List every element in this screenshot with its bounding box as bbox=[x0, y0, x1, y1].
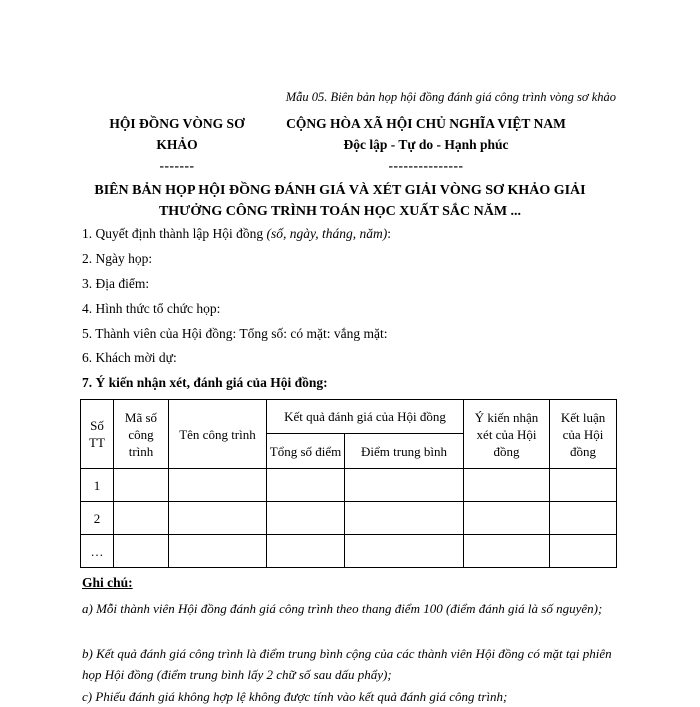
document-title bbox=[90, 180, 590, 222]
header-result: Kết quả đánh giá của Hội đồng bbox=[267, 400, 464, 434]
header-code: Mã số công trình bbox=[114, 400, 169, 469]
item-guests: 6. Khách mời dự: bbox=[82, 350, 177, 365]
header-conclusion: Kết luận của Hội đồng bbox=[550, 400, 617, 469]
header-opinion: Ý kiến nhận xét của Hội đồng bbox=[464, 400, 550, 469]
national-divider: --------------- bbox=[388, 158, 464, 173]
item-decision-suffix: : bbox=[387, 226, 391, 241]
national-motto: Độc lập - Tự do - Hạnh phúc bbox=[343, 137, 509, 152]
table-header-row bbox=[81, 400, 617, 434]
table-row bbox=[81, 535, 617, 568]
note-b: b) Kết quả đánh giá công trình là điểm trung bình cộng của các thành viên Hội đồng có mặt tại phiên họp Hội đồng (điểm trung bình lấy 2 chữ số sau dấu phẩy); bbox=[82, 646, 612, 682]
council-header bbox=[92, 113, 262, 176]
item-meeting-date: 2. Ngày họp: bbox=[82, 251, 153, 266]
form-label: Mẫu 05. Biên bản họp hội đồng đánh giá công trình vòng sơ khảo bbox=[285, 90, 616, 104]
row-number: … bbox=[81, 535, 114, 568]
council-name-line1: HỘI ĐỒNG VÒNG SƠ bbox=[109, 116, 245, 131]
council-divider: ------- bbox=[159, 158, 195, 173]
row-number: 2 bbox=[81, 502, 114, 535]
evaluation-table bbox=[80, 399, 617, 568]
title-line2: THƯỞNG CÔNG TRÌNH TOÁN HỌC XUẤT SẮC NĂM ... bbox=[158, 204, 522, 219]
table-row bbox=[81, 469, 617, 502]
council-name-line2: KHẢO bbox=[156, 137, 198, 152]
title-line1: BIÊN BẢN HỌP HỘI ĐỒNG ĐÁNH GIÁ VÀ XÉT GIẢI VÒNG SƠ KHẢO GIẢI bbox=[94, 183, 586, 198]
national-title: CỘNG HÒA XÃ HỘI CHỦ NGHĨA VIỆT NAM bbox=[286, 116, 566, 131]
item-decision bbox=[82, 226, 391, 242]
notes-title: Ghi chú: bbox=[82, 575, 133, 590]
header-work-name: Tên công trình bbox=[169, 400, 267, 469]
note-c: c) Phiếu đánh giá không hợp lệ không được tính vào kết quả đánh giá công trình; bbox=[82, 689, 508, 704]
note-a: a) Mỗi thành viên Hội đồng đánh giá công trình theo thang điểm 100 (điểm đánh giá là số nguyên); bbox=[82, 601, 603, 616]
item-meeting-format: 4. Hình thức tổ chức họp: bbox=[82, 301, 221, 316]
item-members: 5. Thành viên của Hội đồng: Tổng số: có mặt: vắng mặt: bbox=[82, 326, 388, 341]
item-decision-italic: (số, ngày, tháng, năm) bbox=[266, 226, 388, 241]
national-header bbox=[266, 113, 586, 176]
item-location: 3. Địa điểm: bbox=[82, 276, 150, 291]
header-average-score: Điểm trung bình bbox=[345, 434, 464, 469]
header-stt: Số TT bbox=[81, 400, 114, 469]
item-decision-prefix: 1. Quyết định thành lập Hội đồng bbox=[82, 226, 267, 241]
header-total-score: Tổng số điểm bbox=[267, 434, 345, 469]
row-number: 1 bbox=[81, 469, 114, 502]
table-row bbox=[81, 502, 617, 535]
item-council-opinion: 7. Ý kiến nhận xét, đánh giá của Hội đồng: bbox=[82, 375, 328, 390]
